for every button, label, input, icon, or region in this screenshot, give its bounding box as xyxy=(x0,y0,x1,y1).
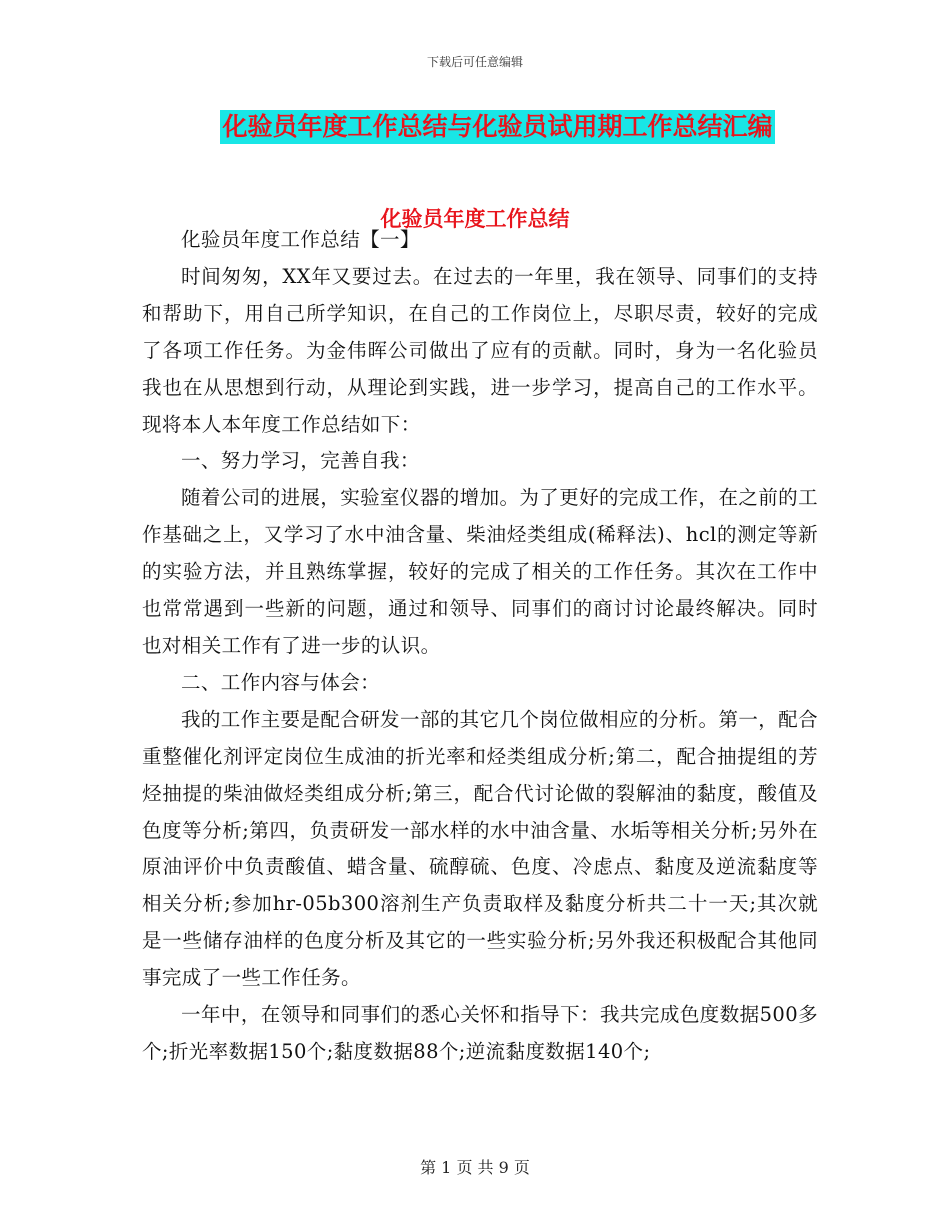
document-body xyxy=(142,222,818,1071)
paragraph-heading-work: 二、工作内容与体会： xyxy=(181,670,381,694)
paragraph-study: 随着公司的进展，实验室仪器的增加。为了更好的完成工作，在之前的工作基础之上，又学习了水中油含量、柴油烃类组成(稀释法)、hcl的测定等新的实验方法，并且熟练掌握，较好的完成了相关的工作任务。其次在工作中也常常遇到一些新的问题，通过和领导、同事们的商讨讨论最终解决。同时也对相关工作有了进一步的认识。 xyxy=(142,486,818,657)
paragraph-heading-study: 一、努力学习，完善自我： xyxy=(181,449,420,473)
page-number-footer: 第 1 页 共 9 页 xyxy=(420,1158,530,1177)
paragraph-stats: 一年中，在领导和同事们的悉心关怀和指导下：我共完成色度数据500多个;折光率数据150个;黏度数据88个;逆流黏度数据140个; xyxy=(142,1003,818,1063)
paragraph-intro: 时间匆匆，XX年又要过去。在过去的一年里，我在领导、同事们的支持和帮助下，用自己所学知识，在自己的工作岗位上，尽职尽责，较好的完成了各项工作任务。为金伟晖公司做出了应有的贡献。同时，身为一名化验员我也在从思想到行动，从理论到实践，进一步学习，提高自己的工作水平。现将本人本年度工作总结如下： xyxy=(142,264,818,436)
paragraph-work: 我的工作主要是配合研发一部的其它几个岗位做相应的分析。第一，配合重整催化剂评定岗位生成油的折光率和烃类组成分析;第二，配合抽提组的芳烃抽提的柴油做烃类组成分析;第三，配合代讨论做的裂解油的黏度，酸值及色度等分析;第四，负责研发一部水样的水中油含量、水垢等相关分析;另外在原油评价中负责酸值、蜡含量、硫醇硫、色度、冷虑点、黏度及逆流黏度等相关分析;参加hr-05b300溶剂生产负责取样及黏度分析共二十一天;其次就是一些储存油样的色度分析及其它的一些实验分析;另外我还积极配合其他同事完成了一些工作任务。 xyxy=(142,707,818,990)
main-title: 化验员年度工作总结与化验员试用期工作总结汇编 xyxy=(220,110,774,144)
paragraph-subheading-1: 化验员年度工作总结【一】 xyxy=(181,228,420,251)
section-title: 化验员年度工作总结 xyxy=(380,207,570,231)
main-title-container xyxy=(0,110,950,144)
header-note: 下载后可任意编辑 xyxy=(426,55,523,69)
